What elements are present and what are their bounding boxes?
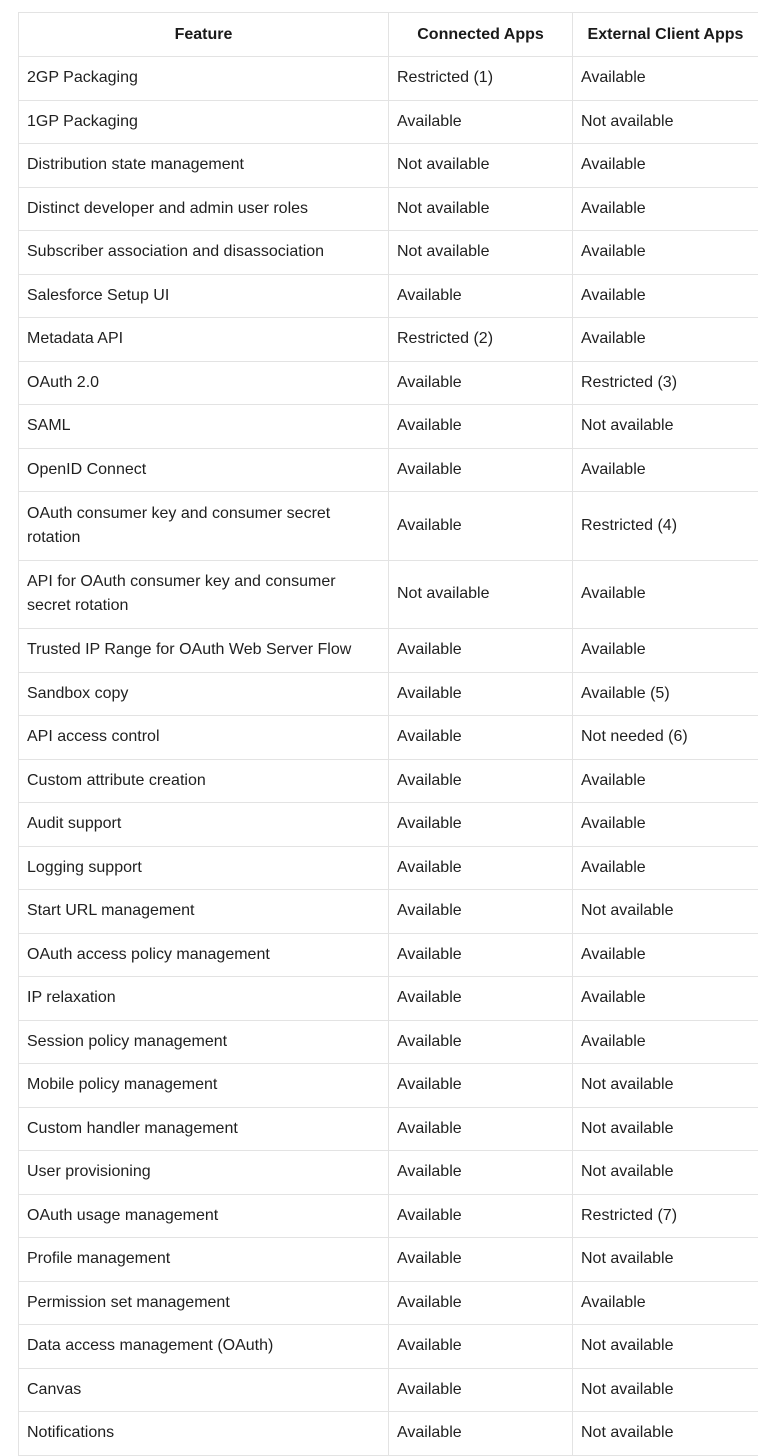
table-row (19, 492, 758, 561)
table-row (19, 672, 758, 716)
connected-apps-cell: Available (389, 846, 573, 890)
connected-apps-cell: Available (389, 759, 573, 803)
table-row (19, 803, 758, 847)
connected-apps-cell: Available (389, 1194, 573, 1238)
external-client-apps-cell: Available (573, 231, 758, 275)
feature-cell: Trusted IP Range for OAuth Web Server Flow (19, 629, 389, 673)
feature-cell: OAuth usage management (19, 1194, 389, 1238)
connected-apps-cell: Available (389, 629, 573, 673)
external-client-apps-cell: Not available (573, 100, 758, 144)
feature-cell: Custom attribute creation (19, 759, 389, 803)
table-row (19, 57, 758, 101)
feature-cell: API access control (19, 716, 389, 760)
table-row (19, 187, 758, 231)
table-row (19, 890, 758, 934)
connected-apps-cell: Available (389, 977, 573, 1021)
connected-apps-cell: Not available (389, 187, 573, 231)
table-row (19, 1238, 758, 1282)
header-feature: Feature (19, 13, 389, 57)
connected-apps-cell: Available (389, 448, 573, 492)
feature-cell: Canvas (19, 1368, 389, 1412)
external-client-apps-cell: Not available (573, 1064, 758, 1108)
external-client-apps-cell: Available (573, 144, 758, 188)
external-client-apps-cell: Available (573, 57, 758, 101)
feature-cell: Distinct developer and admin user roles (19, 187, 389, 231)
external-client-apps-cell: Available (573, 560, 758, 629)
feature-cell: Notifications (19, 1412, 389, 1456)
connected-apps-cell: Available (389, 1107, 573, 1151)
table-body (19, 57, 758, 1456)
table-row (19, 100, 758, 144)
table-header (19, 13, 758, 57)
connected-apps-cell: Not available (389, 231, 573, 275)
table-row (19, 629, 758, 673)
feature-cell: IP relaxation (19, 977, 389, 1021)
feature-cell: Profile management (19, 1238, 389, 1282)
table-row (19, 846, 758, 890)
external-client-apps-cell: Not available (573, 1151, 758, 1195)
connected-apps-cell: Restricted (2) (389, 318, 573, 362)
feature-cell: Audit support (19, 803, 389, 847)
header-external-client-apps: External Client Apps (573, 13, 758, 57)
connected-apps-cell: Available (389, 672, 573, 716)
external-client-apps-cell: Not available (573, 1368, 758, 1412)
connected-apps-cell: Available (389, 1412, 573, 1456)
table-row (19, 318, 758, 362)
external-client-apps-cell: Available (573, 1281, 758, 1325)
connected-apps-cell: Available (389, 361, 573, 405)
connected-apps-cell: Available (389, 803, 573, 847)
external-client-apps-cell: Not available (573, 405, 758, 449)
feature-cell: Subscriber association and disassociation (19, 231, 389, 275)
external-client-apps-cell: Available (573, 448, 758, 492)
external-client-apps-cell: Not available (573, 890, 758, 934)
external-client-apps-cell: Available (573, 274, 758, 318)
table-row (19, 977, 758, 1021)
connected-apps-cell: Available (389, 492, 573, 561)
table-row (19, 144, 758, 188)
feature-cell: Session policy management (19, 1020, 389, 1064)
feature-cell: Distribution state management (19, 144, 389, 188)
table-row (19, 1194, 758, 1238)
header-connected-apps: Connected Apps (389, 13, 573, 57)
connected-apps-cell: Available (389, 890, 573, 934)
table-row (19, 1151, 758, 1195)
connected-apps-cell: Available (389, 274, 573, 318)
table-row (19, 231, 758, 275)
connected-apps-cell: Available (389, 716, 573, 760)
table-row (19, 1107, 758, 1151)
feature-cell: 2GP Packaging (19, 57, 389, 101)
feature-cell: Salesforce Setup UI (19, 274, 389, 318)
connected-apps-cell: Available (389, 1151, 573, 1195)
table-row (19, 1020, 758, 1064)
feature-cell: Permission set management (19, 1281, 389, 1325)
table-row (19, 274, 758, 318)
external-client-apps-cell: Available (573, 803, 758, 847)
table-row (19, 560, 758, 629)
feature-cell: SAML (19, 405, 389, 449)
external-client-apps-cell: Available (573, 933, 758, 977)
external-client-apps-cell: Available (573, 846, 758, 890)
table-row (19, 405, 758, 449)
external-client-apps-cell: Available (5) (573, 672, 758, 716)
feature-cell: OAuth consumer key and consumer secret rotation (19, 492, 389, 561)
connected-apps-cell: Not available (389, 144, 573, 188)
connected-apps-cell: Available (389, 1368, 573, 1412)
table-row (19, 759, 758, 803)
table-row (19, 1325, 758, 1369)
feature-cell: API for OAuth consumer key and consumer secret rotation (19, 560, 389, 629)
connected-apps-cell: Available (389, 1020, 573, 1064)
external-client-apps-cell: Not available (573, 1238, 758, 1282)
external-client-apps-cell: Available (573, 187, 758, 231)
connected-apps-cell: Available (389, 1064, 573, 1108)
external-client-apps-cell: Available (573, 759, 758, 803)
connected-apps-cell: Available (389, 1281, 573, 1325)
table-row (19, 1281, 758, 1325)
feature-cell: OAuth 2.0 (19, 361, 389, 405)
connected-apps-cell: Available (389, 1238, 573, 1282)
feature-cell: Mobile policy management (19, 1064, 389, 1108)
external-client-apps-cell: Not available (573, 1412, 758, 1456)
feature-comparison-table-container (18, 12, 758, 1456)
feature-cell: OpenID Connect (19, 448, 389, 492)
connected-apps-cell: Available (389, 1325, 573, 1369)
table-row (19, 1064, 758, 1108)
table-row (19, 1368, 758, 1412)
feature-cell: User provisioning (19, 1151, 389, 1195)
external-client-apps-cell: Available (573, 318, 758, 362)
table-row (19, 933, 758, 977)
feature-comparison-table (18, 12, 758, 1456)
header-row (19, 13, 758, 57)
external-client-apps-cell: Restricted (3) (573, 361, 758, 405)
external-client-apps-cell: Available (573, 1020, 758, 1064)
external-client-apps-cell: Restricted (4) (573, 492, 758, 561)
table-row (19, 448, 758, 492)
feature-cell: Start URL management (19, 890, 389, 934)
external-client-apps-cell: Restricted (7) (573, 1194, 758, 1238)
external-client-apps-cell: Not available (573, 1107, 758, 1151)
connected-apps-cell: Available (389, 100, 573, 144)
table-row (19, 1412, 758, 1456)
connected-apps-cell: Available (389, 933, 573, 977)
feature-cell: Logging support (19, 846, 389, 890)
connected-apps-cell: Not available (389, 560, 573, 629)
external-client-apps-cell: Not needed (6) (573, 716, 758, 760)
feature-cell: Data access management (OAuth) (19, 1325, 389, 1369)
feature-cell: 1GP Packaging (19, 100, 389, 144)
connected-apps-cell: Available (389, 405, 573, 449)
feature-cell: Metadata API (19, 318, 389, 362)
table-row (19, 361, 758, 405)
feature-cell: OAuth access policy management (19, 933, 389, 977)
external-client-apps-cell: Available (573, 977, 758, 1021)
external-client-apps-cell: Available (573, 629, 758, 673)
connected-apps-cell: Restricted (1) (389, 57, 573, 101)
feature-cell: Sandbox copy (19, 672, 389, 716)
external-client-apps-cell: Not available (573, 1325, 758, 1369)
feature-cell: Custom handler management (19, 1107, 389, 1151)
table-row (19, 716, 758, 760)
